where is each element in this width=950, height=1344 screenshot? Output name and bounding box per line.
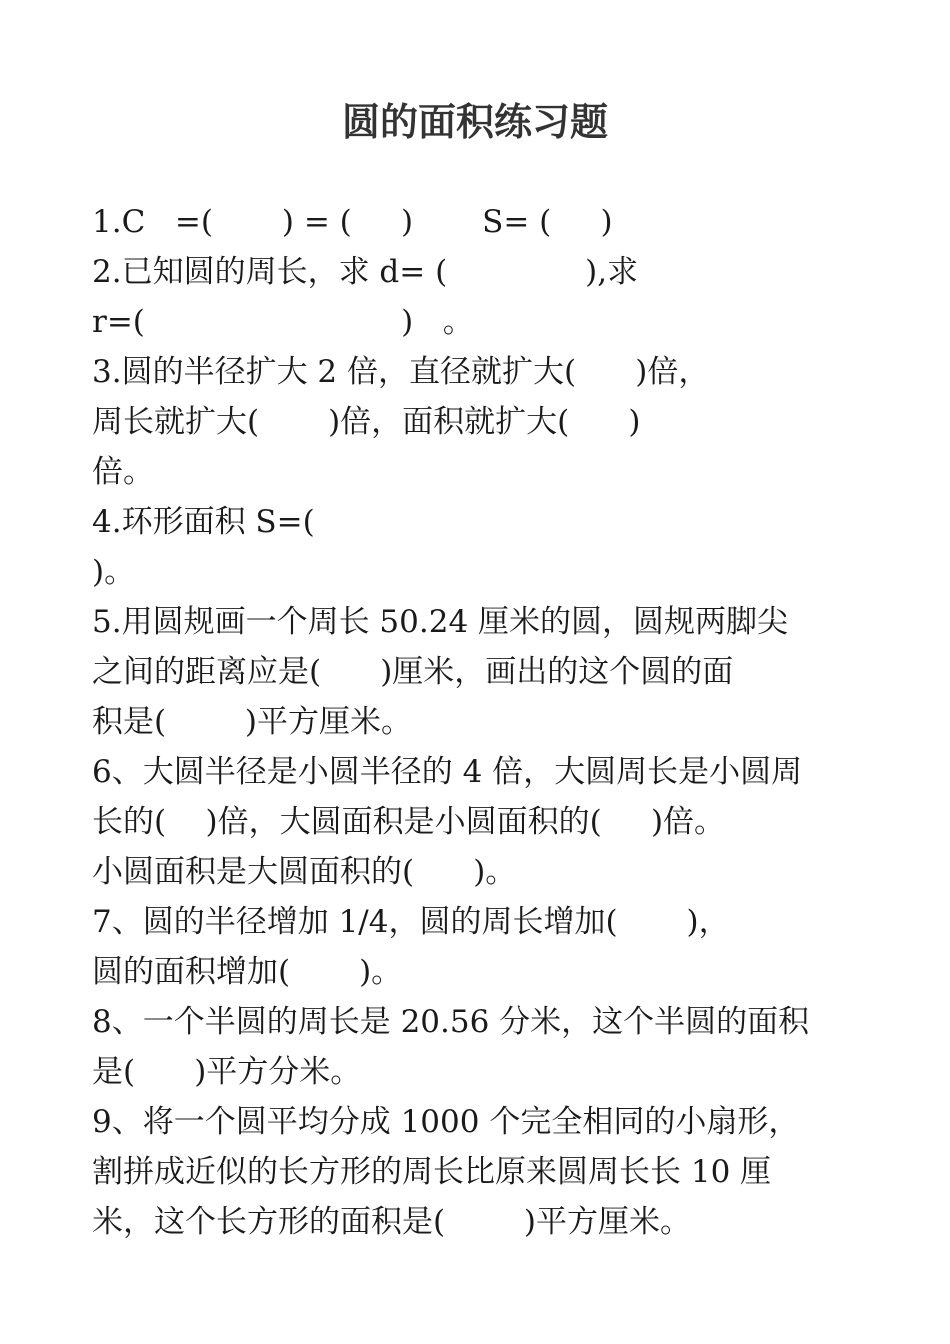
question-9-line-3: 米，这个长方形的面积是( )平方厘米。 (92, 1204, 692, 1240)
question-3-line-1: 3.圆的半径扩大 2 倍，直径就扩大( )倍， (92, 354, 710, 390)
question-2-line-2: r=( ) 。 (92, 304, 474, 340)
question-4-line-1: 4.环形面积 S=( (92, 504, 315, 540)
question-5-line-1: 5.用圆规画一个周长 50.24 厘米的圆，圆规两脚尖 (92, 604, 789, 640)
question-3-line-3: 倍。 (92, 454, 154, 490)
question-9-line-2: 割拼成近似的长方形的周长比原来圆周长长 10 厘 (92, 1154, 772, 1190)
question-8-line-2: 是( )平方分米。 (92, 1054, 362, 1090)
question-5-line-2: 之间的距离应是( )厘米，画出的这个圆的面 (92, 654, 734, 690)
question-4-line-2: )。 (92, 554, 136, 590)
question-8-line-1: 8、一个半圆的周长是 20.56 分米，这个半圆的面积 (92, 1004, 810, 1040)
page-title: 圆的面积练习题 (341, 99, 608, 144)
question-2-line-1: 2.已知圆的周长，求 d= ( ),求 (92, 254, 639, 290)
question-1-line-1: 1.C =( ) = ( ) S= ( ) (92, 204, 613, 240)
question-5-line-3: 积是( )平方厘米。 (92, 704, 413, 740)
question-7-line-1: 7、圆的半径增加 1/4，圆的周长增加( )， (92, 904, 730, 940)
question-7-line-2: 圆的面积增加( )。 (92, 954, 403, 990)
question-6-line-3: 小圆面积是大圆面积的( )。 (92, 854, 517, 890)
question-9-line-1: 9、将一个圆平均分成 1000 个完全相同的小扇形， (92, 1104, 800, 1140)
question-6-line-1: 6、大圆半径是小圆半径的 4 倍，大圆周长是小圆周 (92, 754, 803, 790)
question-3-line-2: 周长就扩大( )倍，面积就扩大( ) (92, 404, 641, 440)
question-6-line-2: 长的( )倍，大圆面积是小圆面积的( )倍。 (92, 804, 726, 840)
